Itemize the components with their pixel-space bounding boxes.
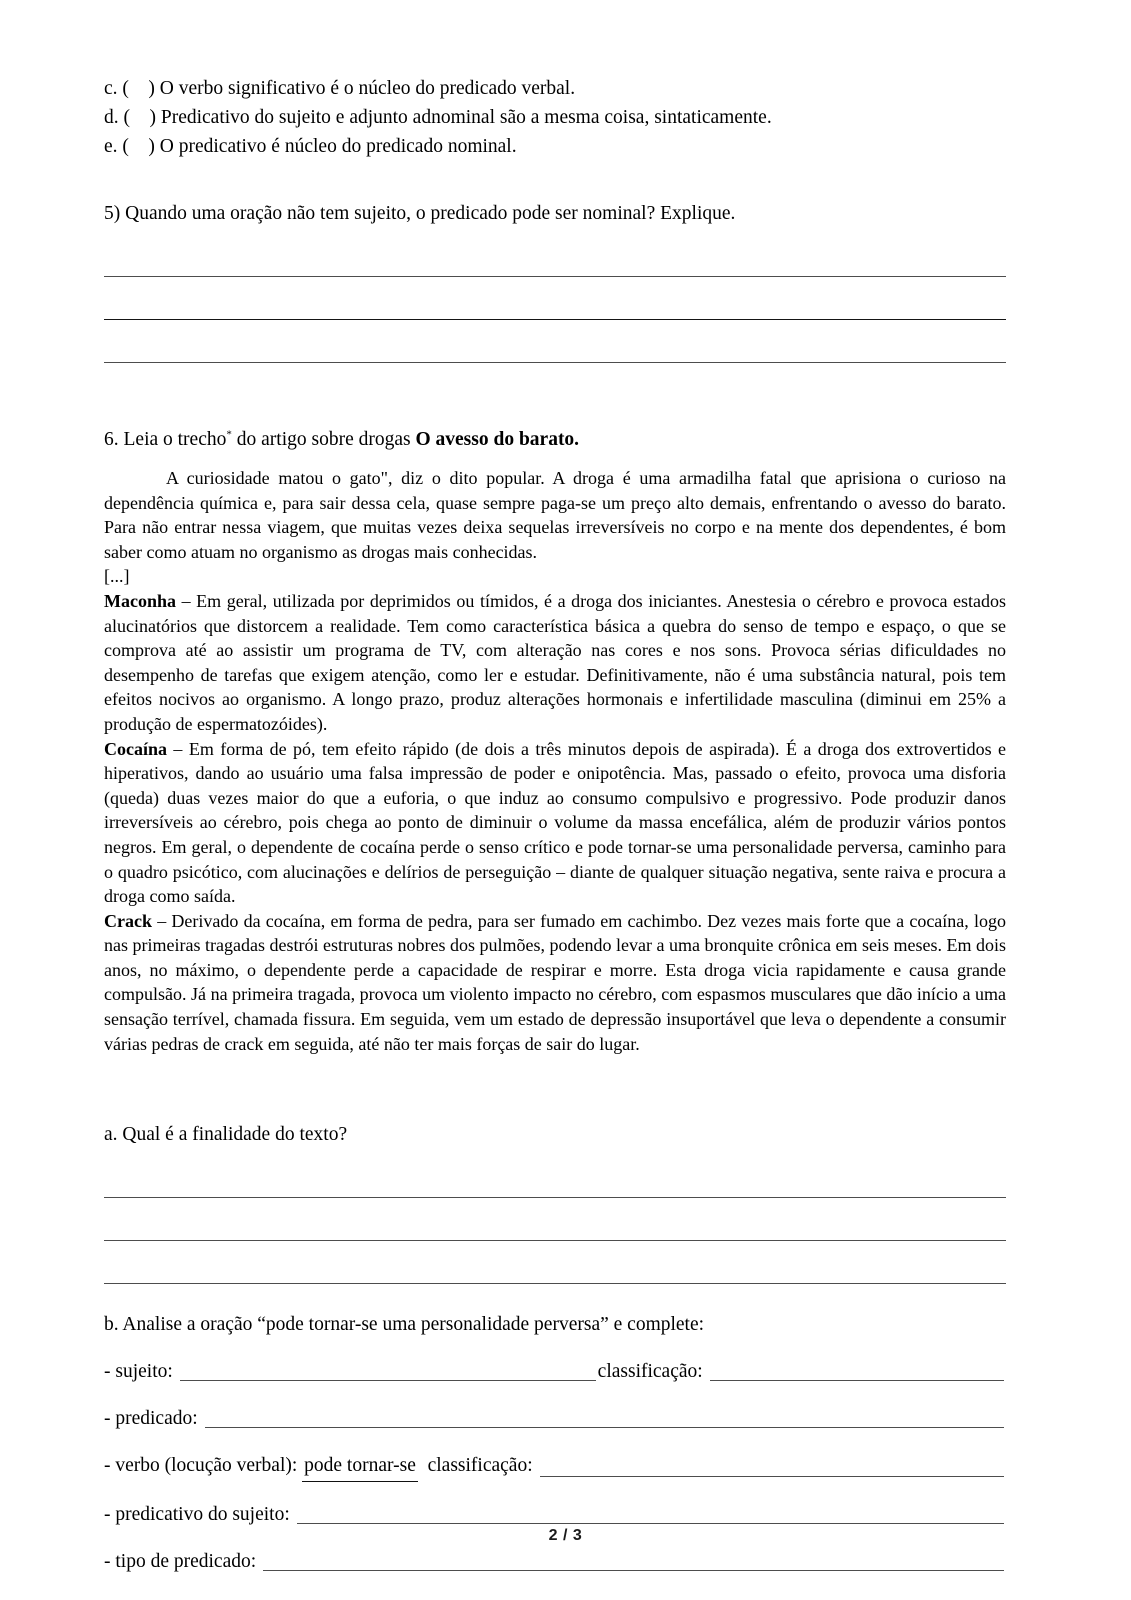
answer-line[interactable]: [104, 1251, 1006, 1294]
answer-line[interactable]: [104, 1208, 1006, 1251]
article-section-maconha: [104, 589, 1006, 737]
question-5-prompt: 5) Quando uma oração não tem sujeito, o predicado pode ser nominal? Explique.: [104, 203, 736, 224]
question-5-answer-lines: [104, 244, 1006, 373]
page-footer: 2 / 3: [548, 1527, 583, 1544]
field-sujeito-label: - sujeito:: [104, 1361, 178, 1383]
question-6a-prompt: a. Qual é a finalidade do texto?: [104, 1124, 348, 1146]
field-tipo-de-predicado: [104, 1547, 1006, 1576]
footnote-marker-icon: *: [226, 428, 232, 441]
page-content: [104, 74, 1006, 1576]
article-intro-paragraph: A curiosidade matou o gato", diz o dito popular. A droga é uma armadilha fatal que aprisiona o curioso na dependência química e, para sair dessa cela, quase sempre paga-se um preço alto demais, enfrentando o avesso do barato. Para não entrar nessa viagem, que muitas vezes deixa sequelas irreversíveis no corpo e na mente dos dependentes, é bom saber como atuam no organismo as drogas mais conhecidas.: [104, 468, 1006, 562]
field-sujeito-classificacao-label: classificação:: [597, 1361, 708, 1383]
answer-line[interactable]: [104, 287, 1006, 330]
choice-e: e. ( ) O predicativo é núcleo do predicado nominal.: [104, 136, 517, 157]
article-body: [104, 466, 1006, 1056]
field-verbo-answer[interactable]: pode tornar-se: [302, 1451, 418, 1482]
section-body-cocaina: – Em forma de pó, tem efeito rápido (de dois a três minutos depois de aspirada). É a droga dos extrovertidos e hiperativos, dando ao usuário uma falsa impressão de poder e onipotência. Mas, passado o efeito, provoca uma disforia (queda) duas vezes maior do que a euforia, o que induz ao consumo compulsivo e progressivo. Pode produzir danos irreversíveis ao cérebro, pois chega ao ponto de diminuir o volume da massa encefálica, além de produzir vários pontos negros. Em geral, o dependente de cocaína perde o senso crítico e pode tornar-se uma personalidade perversa, caminho para o quadro psicótico, com alucinações e delírios de perseguição – diante de qualquer situação negativa, sente raiva e procura a droga como saída.: [104, 738, 1006, 907]
field-verbo-classificacao-label: classificação:: [427, 1455, 538, 1477]
field-sujeito-classificacao-input[interactable]: [708, 1357, 1006, 1386]
section-term-cocaina: Cocaína: [104, 738, 167, 759]
question-6b-prompt: b. Analise a oração “pode tornar-se uma personalidade perversa” e complete:: [104, 1314, 705, 1336]
choice-d: d. ( ) Predicativo do sujeito e adjunto adnominal são a mesma coisa, sintaticamente.: [104, 107, 772, 128]
field-predicativo-do-sujeito-label: - predicativo do sujeito:: [104, 1504, 295, 1526]
article-section-crack: [104, 909, 1006, 1057]
question-6a-answer-lines: [104, 1165, 1006, 1294]
article-section-cocaina: [104, 737, 1006, 909]
article-title: O avesso do barato.: [415, 429, 580, 450]
field-verbo: [104, 1451, 1006, 1482]
field-sujeito: [104, 1357, 1006, 1386]
section-body-maconha: – Em geral, utilizada por deprimidos ou tímidos, é a droga dos iniciantes. Anestesia o cérebro e provoca estados alucinatórios que distorcem a realidade. Tem como característica básica a quebra do senso de tempo e espaço, o que se comprova até ao assistir um programa de TV, com alteração nas cores e nos sons. Provoca sérias dificuldades no desempenho de tarefas que exigem atenção, como ler e estudar. Definitivamente, não é uma substância natural, pois tem efeitos nocivos ao organismo. A longo prazo, produz alterações hormonais e infertilidade masculina (diminui em 25% a produção de espermatozóides).: [104, 590, 1006, 734]
field-sujeito-input[interactable]: [178, 1357, 598, 1386]
answer-line[interactable]: [104, 330, 1006, 373]
section-term-maconha: Maconha: [104, 590, 176, 611]
field-verbo-label: - verbo (locução verbal):: [104, 1455, 303, 1477]
answer-line[interactable]: [104, 1165, 1006, 1208]
section-body-crack: – Derivado da cocaína, em forma de pedra, para ser fumado em cachimbo. Dez vezes mais forte que a cocaína, logo nas primeiras tragadas destrói estruturas nobres dos pulmões, podendo levar a uma bronquite crônica em seis meses. Em dois anos, no máximo, o dependente perde a capacidade de respirar e morre. Esta droga vicia rapidamente e causa grande compulsão. Já na primeira tragada, provoca um violento impacto no cérebro, com espasmos musculares que dão início a uma sensação terrível, chamada fissura. Em seguida, vem um estado de depressão insuportável que leva o dependente a consumir várias pedras de crack em seguida, até não ter mais forças de sair do lugar.: [104, 910, 1006, 1054]
section-term-crack: Crack: [104, 910, 152, 931]
field-predicativo-do-sujeito-input[interactable]: [295, 1500, 1006, 1529]
field-predicativo-do-sujeito: [104, 1500, 1006, 1529]
choice-c: c. ( ) O verbo significativo é o núcleo do predicado verbal.: [104, 78, 576, 99]
field-predicado-label: - predicado:: [104, 1408, 203, 1430]
multiple-choice-list: [104, 74, 1006, 161]
field-verbo-classificacao-input[interactable]: [538, 1451, 1007, 1482]
field-predicado-input[interactable]: [203, 1404, 1006, 1433]
question-6-heading-before: 6. Leia o trecho: [104, 429, 227, 450]
article-ellipsis: [...]: [104, 566, 130, 587]
answer-line[interactable]: [104, 244, 1006, 287]
question-6-heading: [104, 425, 1006, 454]
field-tipo-de-predicado-label: - tipo de predicado:: [104, 1551, 262, 1573]
question-6-heading-middle: do artigo sobre drogas: [231, 429, 416, 450]
field-tipo-de-predicado-input[interactable]: [261, 1547, 1006, 1576]
field-predicado: [104, 1404, 1006, 1433]
